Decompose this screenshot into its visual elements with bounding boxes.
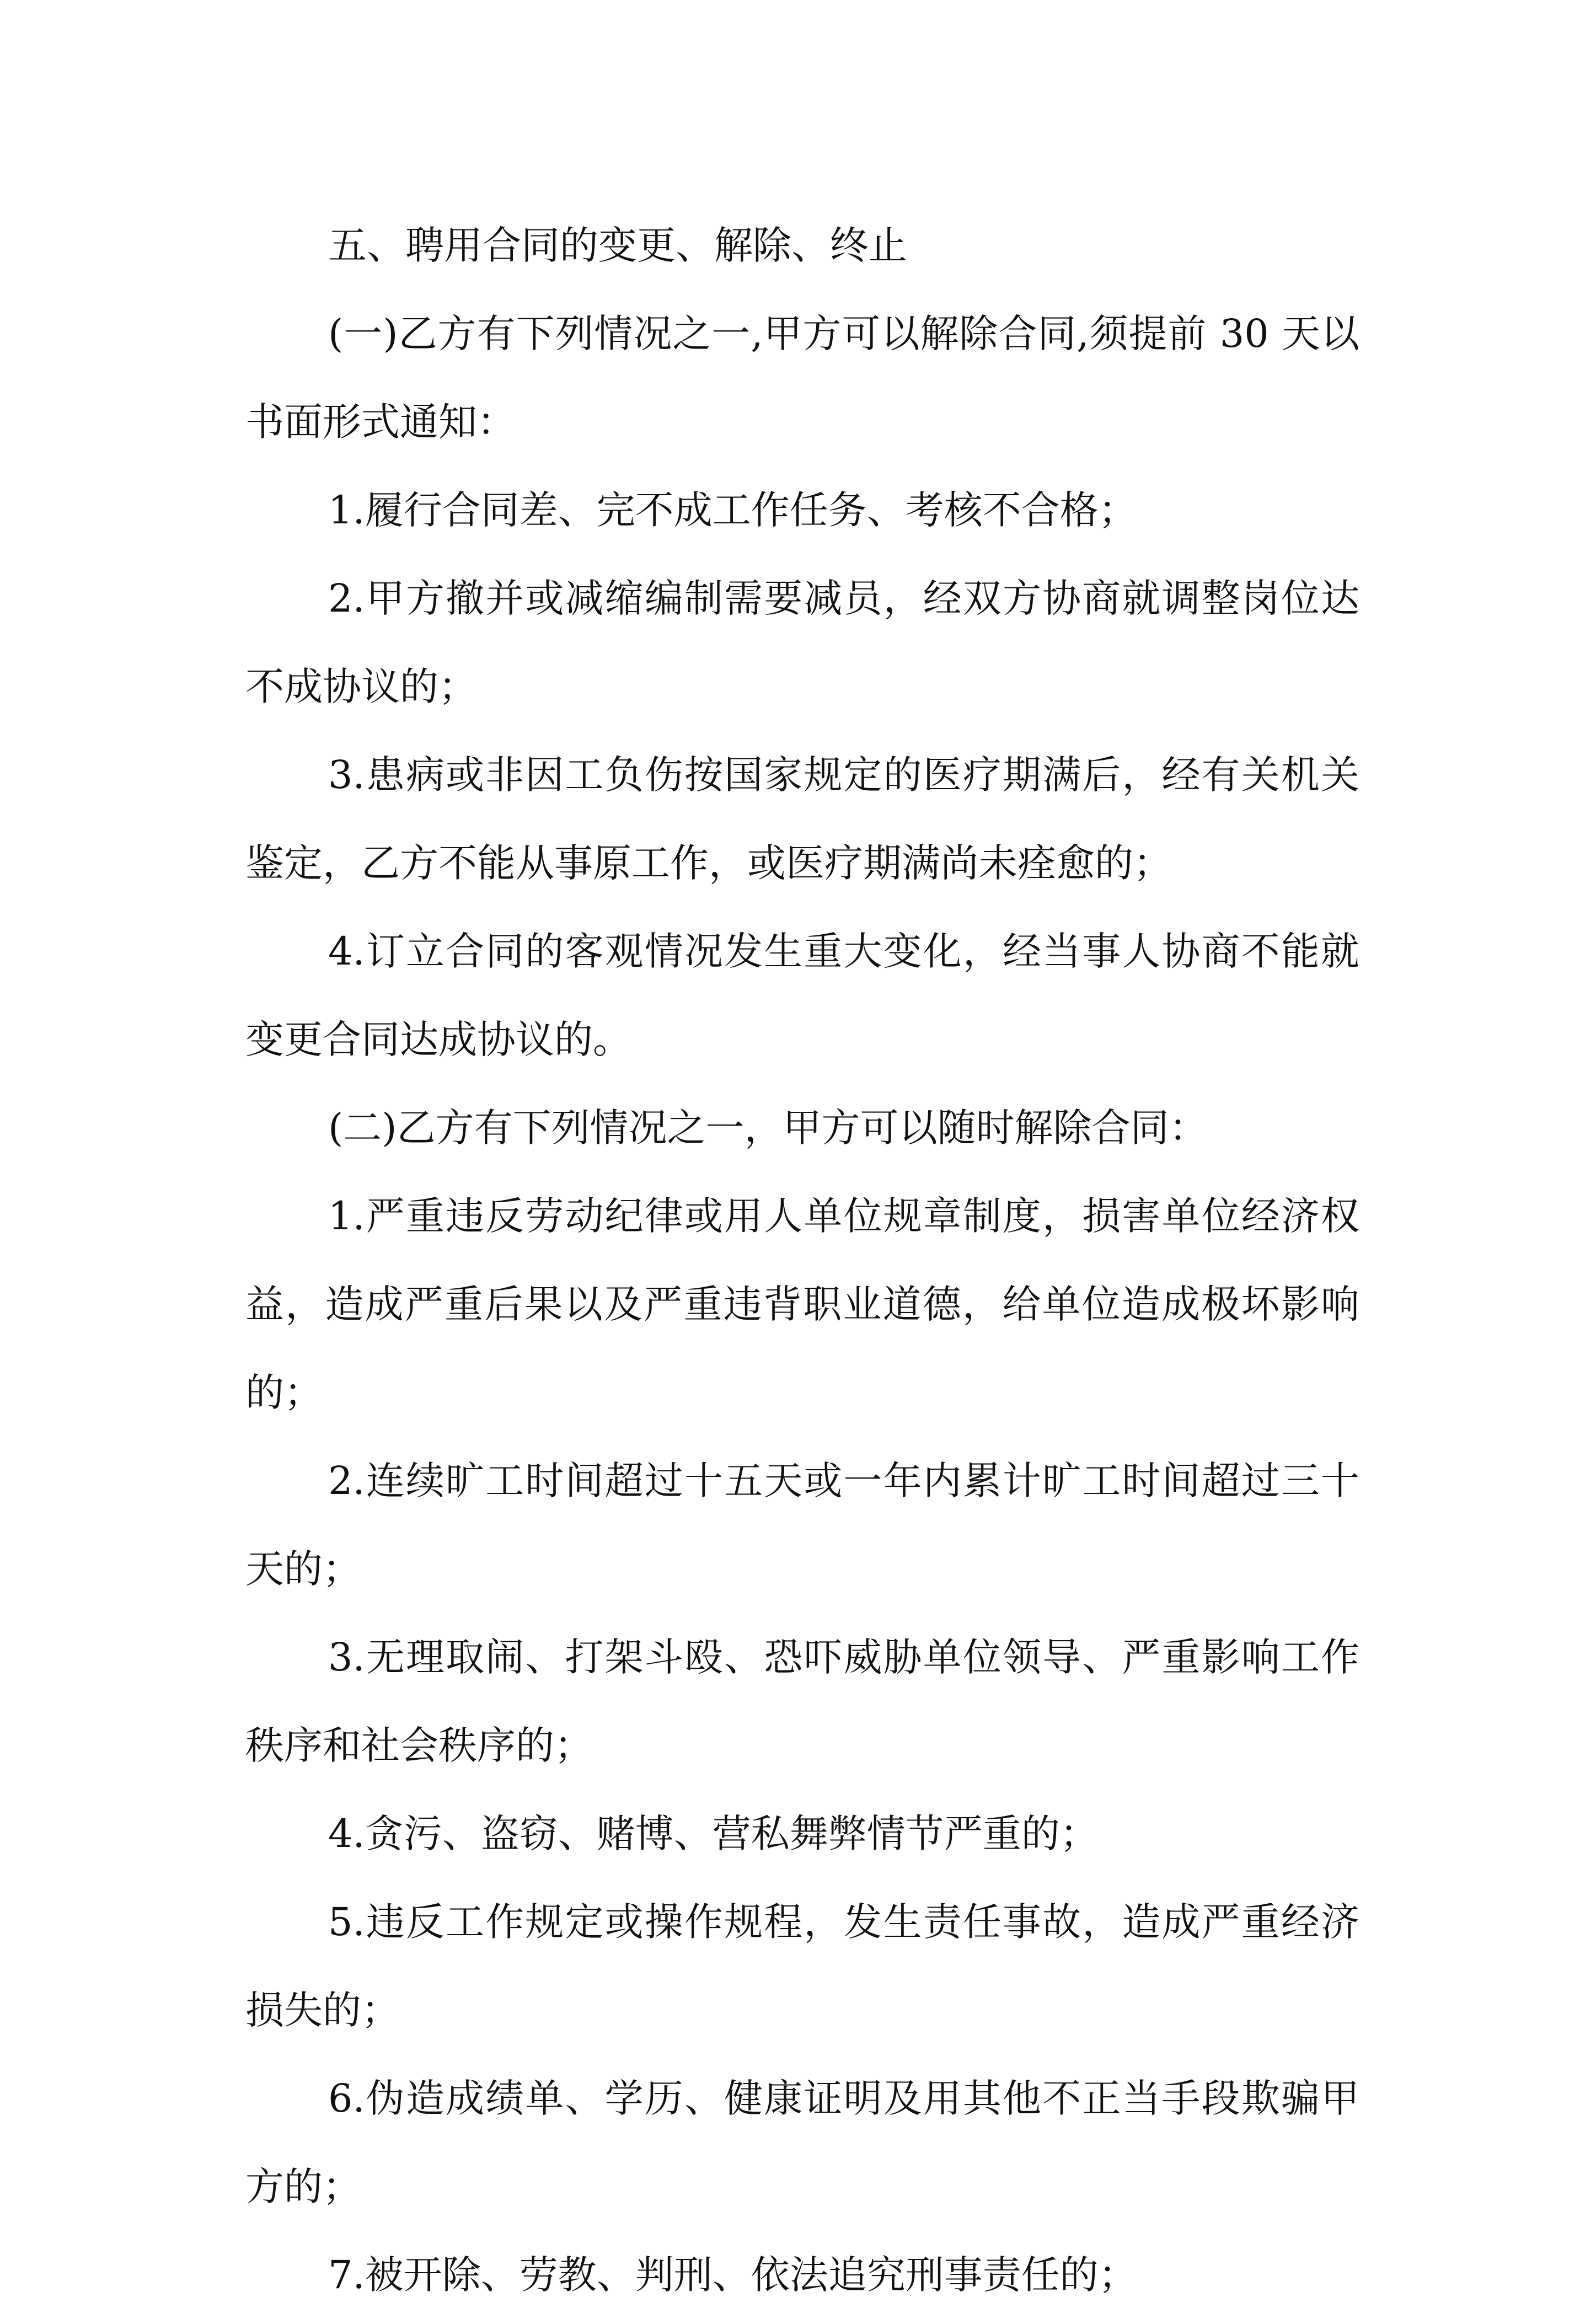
- clause-1-1: 1.履行合同差、完不成工作任务、考核不合格；: [328, 488, 1137, 533]
- subsection-2-intro: (二)乙方有下列情况之一，甲方可以随时解除合同：: [328, 1105, 1208, 1150]
- clause-1-2: 2.甲方撤并或减缩编制需要减员，经双方协商就调整岗位达不成协议的；: [245, 576, 1359, 709]
- clause-2-6: 6.伪造成绩单、学历、健康证明及用其他不正当手段欺骗甲方的；: [245, 2076, 1359, 2209]
- clause-1-4: 4.订立合同的客观情况发生重大变化，经当事人协商不能就变更合同达成协议的。: [245, 929, 1359, 1062]
- clause-2-5: 5.违反工作规定或操作规程，发生责任事故，造成严重经济损失的；: [245, 1899, 1359, 2033]
- clause-2-7: 7.被开除、劳教、判刑、依法追究刑事责任的；: [328, 2252, 1137, 2297]
- clause-2-1: 1.严重违反劳动纪律或用人单位规章制度，损害单位经济权益，造成严重后果以及严重违背职业道德，给单位造成极坏影响的；: [245, 1193, 1359, 1415]
- clause-1-3: 3.患病或非因工负伤按国家规定的医疗期满后，经有关机关鉴定，乙方不能从事原工作，或医疗期满尚未痊愈的；: [245, 752, 1359, 886]
- document-body: [245, 201, 1359, 2319]
- clause-2-4: 4.贪污、盗窃、赌博、营私舞弊情节严重的；: [328, 1811, 1099, 1856]
- clause-2-3: 3.无理取闹、打架斗殴、恐吓威胁单位领导、严重影响工作秩序和社会秩序的；: [245, 1635, 1359, 1768]
- section-heading: 五、聘用合同的变更、解除、终止: [328, 223, 907, 268]
- clause-2-2: 2.连续旷工时间超过十五天或一年内累计旷工时间超过三十天的；: [245, 1458, 1359, 1592]
- subsection-1-intro: (一)乙方有下列情况之一,甲方可以解除合同,须提前 30 天以书面形式通知：: [245, 311, 1359, 444]
